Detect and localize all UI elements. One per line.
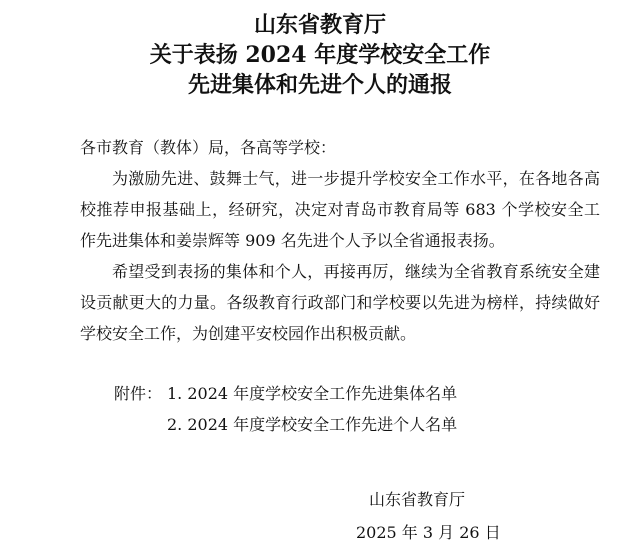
- attachments-list: [114, 378, 457, 440]
- salutation: 各市教育（教体）局，各高等学校：: [80, 138, 337, 157]
- body-paragraph: 希望受到表扬的集体和个人，再接再厉，继续为全省教育系统安全建设贡献更大的力量。各级教育行政部门和学校要以先进为榜样，持续做好学校安全工作，为创建平安校园作出积极贡献。: [80, 262, 600, 343]
- title-line-issuer: 山东省教育厅: [253, 12, 386, 38]
- attachments-label: 附件：: [114, 384, 163, 403]
- attachment-row: [114, 409, 457, 440]
- attachment-row: [114, 378, 457, 409]
- document-body: [80, 132, 600, 349]
- body-paragraph: 为激励先进、鼓舞士气，进一步提升学校安全工作水平，在各地各高校推荐申报基础上，经研究，决定对青岛市教育局等 683 个学校安全工作先进集体和姜崇辉等 909 名先进个人予以全省通报表扬。: [80, 169, 600, 250]
- signature-org: 山东省教育厅: [369, 490, 466, 509]
- attachments-label-spacer: [114, 409, 167, 440]
- signature-block: [356, 484, 501, 548]
- document-title: [0, 10, 640, 100]
- attachment-item: 1. 2024 年度学校安全工作先进集体名单: [167, 384, 458, 403]
- title-line-subject: 关于表扬 2024 年度学校安全工作: [149, 42, 491, 68]
- signature-date: 2025 年 3 月 26 日: [356, 523, 501, 542]
- title-line-subject-cont: 先进集体和先进个人的通报: [187, 72, 452, 98]
- attachment-item: 2. 2024 年度学校安全工作先进个人名单: [167, 415, 458, 434]
